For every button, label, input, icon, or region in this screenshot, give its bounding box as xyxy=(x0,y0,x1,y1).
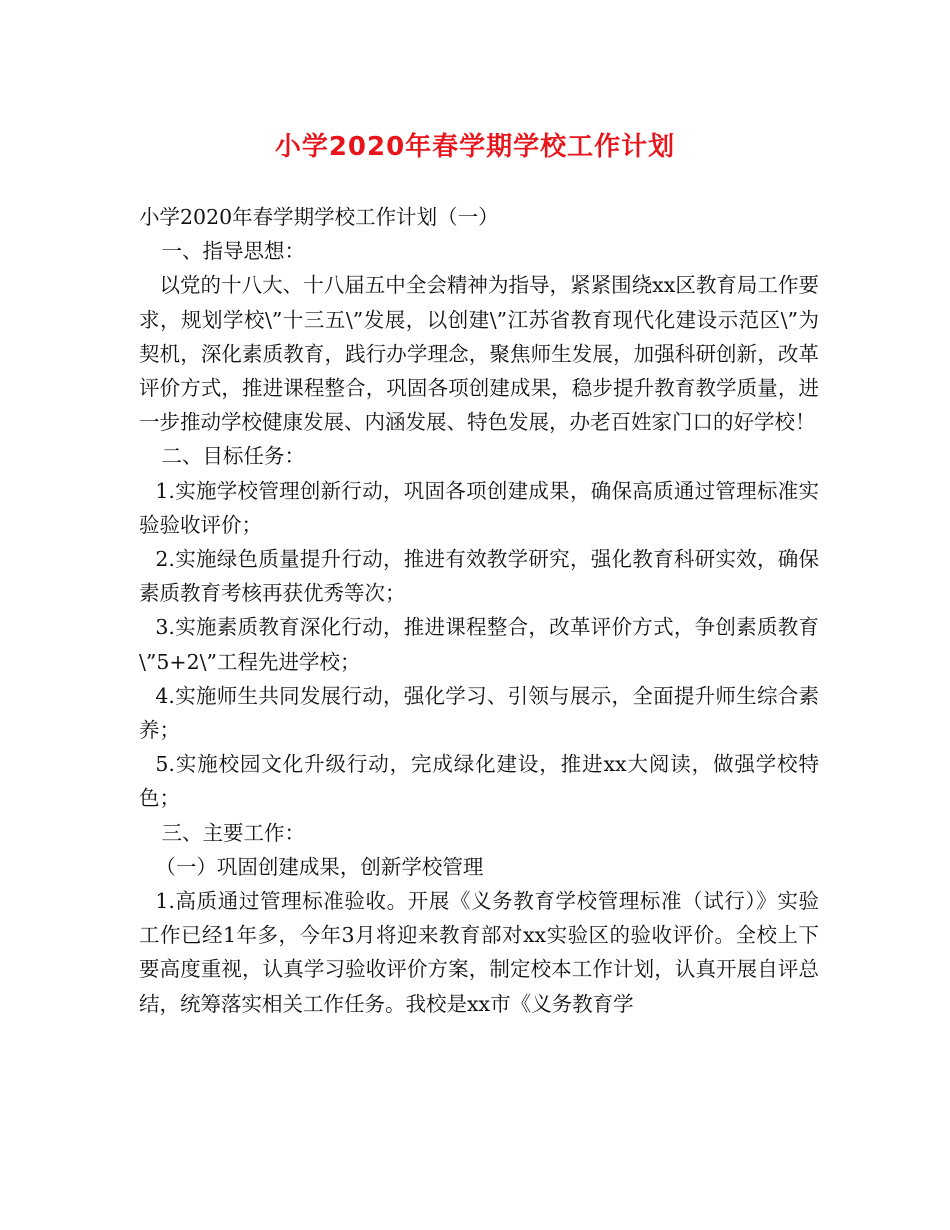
paragraph-guiding-ideology: 以党的十八大、十八届五中全会精神为指导，紧紧围绕xx区教育局工作要求，规划学校\”十三五\”发展，以创建\”江苏省教育现代化建设示范区\”为契机，深化素质教育，践行办学理念，聚焦师生发展，加强科研创新，改革评价方式，推进课程整合，巩固各项创建成果，稳步提升教育教学质量，进一步推动学校健康发展、内涵发展、特色发展，办老百姓家门口的好学校！ xyxy=(139,273,819,435)
document-title: 小学2020年春学期学校工作计划 xyxy=(274,132,676,162)
objective-item-3: 3.实施素质教育深化行动，推进课程整合，改革评价方式，争创素质教育\”5+2\”工程先进学校； xyxy=(139,615,819,674)
objective-item-4: 4.实施师生共同发展行动，强化学习、引领与展示，全面提升师生综合素养； xyxy=(139,683,819,743)
objective-item-2: 2.实施绿色质量提升行动，推进有效教学研究，强化教育科研实效，确保素质教育考核再获优秀等次； xyxy=(139,547,819,606)
heading-guiding-ideology: 一、指导思想： xyxy=(161,239,306,264)
heading-main-work: 三、主要工作： xyxy=(161,820,306,845)
objective-item-5: 5.实施校园文化升级行动，完成绿化建设，推进xx大阅读，做强学校特色； xyxy=(139,752,819,811)
paragraph-subtitle: 小学2020年春学期学校工作计划（一） xyxy=(139,205,499,229)
heading-objectives: 二、目标任务： xyxy=(161,444,306,469)
document-body xyxy=(139,200,819,1021)
subheading-management: （一）巩固创建成果，创新学校管理 xyxy=(155,854,484,879)
paragraph-management-standard: 1.高质通过管理标准验收。开展《义务教育学校管理标准（试行）》实验工作已经1年多，今年3月将迎来教育部对xx实验区的验收评价。全校上下要高度重视，认真学习验收评价方案，制定校本工作计划，认真开展自评总结，统筹落实相关工作任务。我校是xx市《义务教育学 xyxy=(139,889,819,1016)
objective-item-1: 1.实施学校管理创新行动，巩固各项创建成果，确保高质通过管理标准实验验收评价； xyxy=(139,478,819,537)
